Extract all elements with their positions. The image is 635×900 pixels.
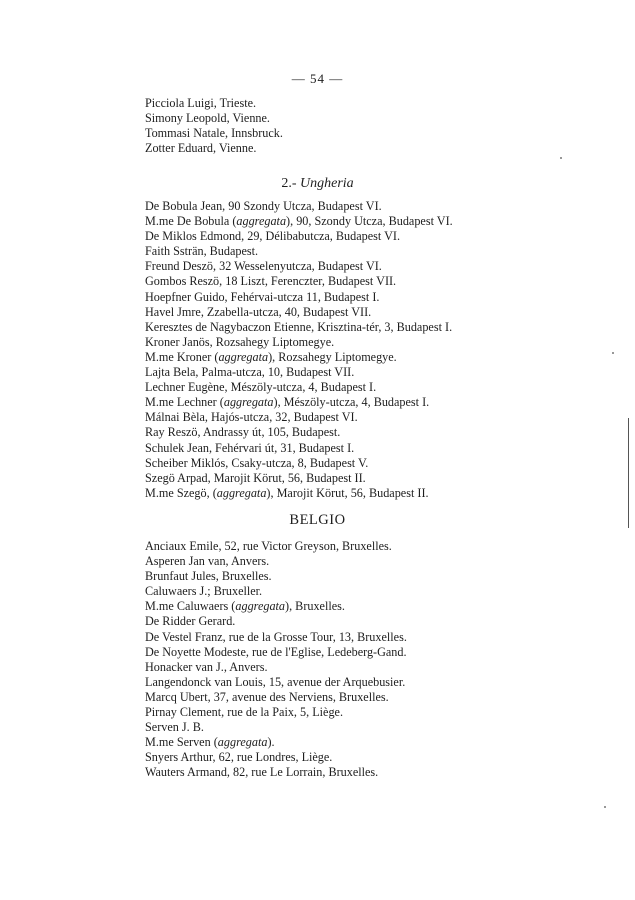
list-item: De Ridder Gerard.: [145, 614, 236, 629]
list-item: Lechner Eugène, Mészöly-utcza, 4, Budapest I.: [145, 380, 377, 395]
section-number: 2.-: [281, 176, 297, 191]
paper-speck: [612, 352, 614, 354]
page-number: — 54 —: [291, 71, 344, 86]
entry-italic: aggregata: [217, 735, 268, 750]
entry-italic: aggregata: [236, 214, 287, 229]
section-title: Ungheria: [300, 176, 354, 191]
list-item: Zotter Eduard, Vienne.: [145, 141, 257, 156]
list-item: [145, 350, 525, 365]
list-item: Snyers Arthur, 62, rue Londres, Liège.: [145, 750, 333, 765]
entry-italic: aggregata: [216, 485, 267, 500]
list-item: Ray Reszö, Andrassy út, 105, Budapest.: [145, 425, 341, 440]
list-item: Freund Deszö, 32 Wesselenyutcza, Budapest VI.: [145, 259, 382, 274]
list-item: [145, 486, 525, 501]
list-item: Schulek Jean, Fehérvari út, 31, Budapest I.: [145, 440, 355, 455]
entry-italic: aggregata: [235, 599, 286, 614]
entry-text: ).: [267, 735, 275, 750]
list-item: Gombos Reszö, 18 Liszt, Ferenczter, Budapest VII.: [145, 274, 397, 289]
list-item: Asperen Jan van, Anvers.: [145, 554, 270, 569]
list-item: Hoepfner Guido, Fehérvai-utcza 11, Budapest I.: [145, 289, 380, 304]
entry-text: M.me Kroner (: [145, 349, 219, 364]
section-heading-belgio: [0, 512, 635, 529]
list-item: Lajta Bela, Palma-utcza, 10, Budapest VII.: [145, 365, 355, 380]
paper-speck: [604, 806, 606, 808]
list-item: Anciaux Emile, 52, rue Victor Greyson, Bruxelles.: [145, 539, 392, 553]
belgio-list: [145, 539, 525, 781]
list-item: Honacker van J., Anvers.: [145, 659, 268, 674]
list-item: De Vestel Franz, rue de la Grosse Tour, 13, Bruxelles.: [145, 629, 407, 644]
entry-text: M.me Lechner (: [145, 395, 224, 410]
list-item: Marcq Ubert, 37, avenue des Nerviens, Bruxelles.: [145, 689, 389, 704]
ungheria-list: [145, 199, 525, 501]
intro-list: [145, 96, 525, 156]
list-item: Serven J. B.: [145, 720, 204, 735]
list-item: [145, 214, 525, 229]
list-item: De Miklos Edmond, 29, Délibabutcza, Budapest VI.: [145, 229, 400, 244]
list-item: Keresztes de Nagybaczon Etienne, Krisztina-tér, 3, Budapest I.: [145, 319, 453, 334]
list-item: Faith Ssträn, Budapest.: [145, 244, 259, 259]
paper-speck: [560, 157, 562, 159]
list-item: Pirnay Clement, rue de la Paix, 5, Liège.: [145, 705, 343, 720]
section-title: BELGIO: [289, 512, 346, 528]
list-item: Simony Leopold, Vienne.: [145, 111, 270, 126]
list-item: [145, 599, 525, 614]
entry-text: M.me Szegö, (: [145, 485, 217, 500]
entry-text: M.me Caluwaers (: [145, 599, 236, 614]
entry-text: ), Rozsahegy Liptomegye.: [268, 349, 397, 364]
list-item: Szegö Arpad, Marojit Körut, 56, Budapest II.: [145, 470, 366, 485]
list-item: Caluwaers J.; Bruxeller.: [145, 584, 263, 599]
list-item: De Noyette Modeste, rue de l'Eglise, Ledeberg-Gand.: [145, 644, 407, 659]
list-item: Wauters Armand, 82, rue Le Lorrain, Bruxelles.: [145, 765, 379, 780]
list-item: De Bobula Jean, 90 Szondy Utcza, Budapest VI.: [145, 199, 382, 213]
list-item: Scheiber Miklós, Csaky-utcza, 8, Budapest V.: [145, 455, 369, 470]
entry-text: ), Bruxelles.: [285, 599, 345, 614]
entry-text: M.me Serven (: [145, 735, 218, 750]
list-item: Langendonck van Louis, 15, avenue der Arquebusier.: [145, 674, 406, 689]
list-item: Málnai Bèla, Hajós-utcza, 32, Budapest VI.: [145, 410, 358, 425]
list-item: [145, 735, 525, 750]
page-edge-mark: [628, 418, 629, 528]
list-item: Havel Jmre, Zzabella-utcza, 40, Budapest VII.: [145, 304, 372, 319]
entry-text: ), Marojit Körut, 56, Budapest II.: [266, 485, 429, 500]
entry-italic: aggregata: [218, 349, 269, 364]
list-item: Picciola Luigi, Trieste.: [145, 96, 257, 110]
section-heading-ungheria: [0, 176, 635, 192]
entry-text: ), 90, Szondy Utcza, Budapest VI.: [286, 214, 453, 229]
list-item: Kroner Janös, Rozsahegy Liptomegye.: [145, 334, 335, 349]
list-item: Tommasi Natale, Innsbruck.: [145, 126, 283, 141]
entry-italic: aggregata: [223, 395, 274, 410]
entry-text: M.me De Bobula (: [145, 214, 237, 229]
list-item: Brunfaut Jules, Bruxelles.: [145, 569, 272, 584]
entry-text: ), Mészöly-utcza, 4, Budapest I.: [273, 395, 430, 410]
list-item: [145, 395, 525, 410]
